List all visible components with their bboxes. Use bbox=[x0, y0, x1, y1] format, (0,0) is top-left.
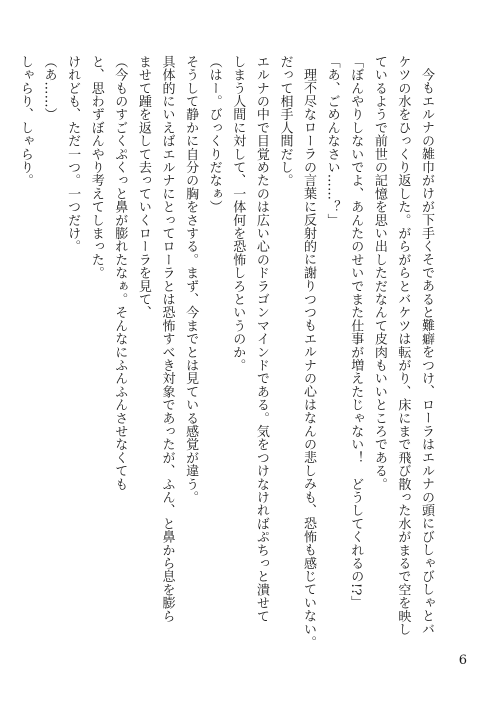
text-line: と、思わずぼんやり考えてしまった。 bbox=[88, 55, 104, 280]
text-line: けれども、ただ一つ。一つだけ。 bbox=[65, 55, 81, 253]
text-line: ませて踵を返して去っていくローラを見て、 bbox=[135, 55, 151, 319]
text-line: しまう人間に対して、一体何を恐怖しろというのか。 bbox=[230, 55, 246, 372]
text-line: 今もエルナの雑巾がけが下手くそであると難癖をつけ、ローラはエルナの頭にびしゃびしゃとバ bbox=[419, 68, 434, 636]
text-line: （今ものすごくぷくっと鼻が膨れたなぁ。そんなにふんふんさせなくても bbox=[112, 55, 128, 491]
text-line: 「あ、ごめんなさい……？」 bbox=[324, 55, 340, 227]
text-line: （はー。びっくりだなぁ） bbox=[206, 55, 222, 214]
page-number: 6 bbox=[458, 653, 467, 668]
text-line: エルナの中で目覚めたのは広い心のドラゴンマインドである。気をつけなければぷちっと潰せて bbox=[253, 55, 269, 623]
text-line: 具体的にいえばエルナにとってローラとは恐怖すべき対象であったが、ふん、と鼻から息を膨ら bbox=[159, 55, 175, 623]
vertical-text-body bbox=[17, 55, 438, 655]
text-line: 「ぼんやりしないでよ、あんたのせいでまた仕事が増えたじゃない！ どうしてくれるの!?」 bbox=[348, 55, 364, 609]
text-line: ケツの水をひっくり返した。がらがらとバケツは転がり、床にまで飛び散った水がまるで空を映し bbox=[395, 55, 411, 636]
text-line: ているようで前世の記憶を思い出しただなんて皮肉もいいところである。 bbox=[371, 55, 387, 491]
text-line: しゃらり、しゃらり。 bbox=[17, 55, 33, 187]
text-line: 理不尽なローラの言葉に反射的に謝りつつもエルナの心はなんの悲しみも、恐怖も感じていない。 bbox=[301, 68, 317, 649]
text-line: だって相手人間だし。 bbox=[277, 55, 293, 187]
text-line: そうして静かに自分の胸をさする。まず、今までとは見ている感覚が違う。 bbox=[183, 55, 199, 504]
text-line: （あ……） bbox=[41, 55, 57, 121]
